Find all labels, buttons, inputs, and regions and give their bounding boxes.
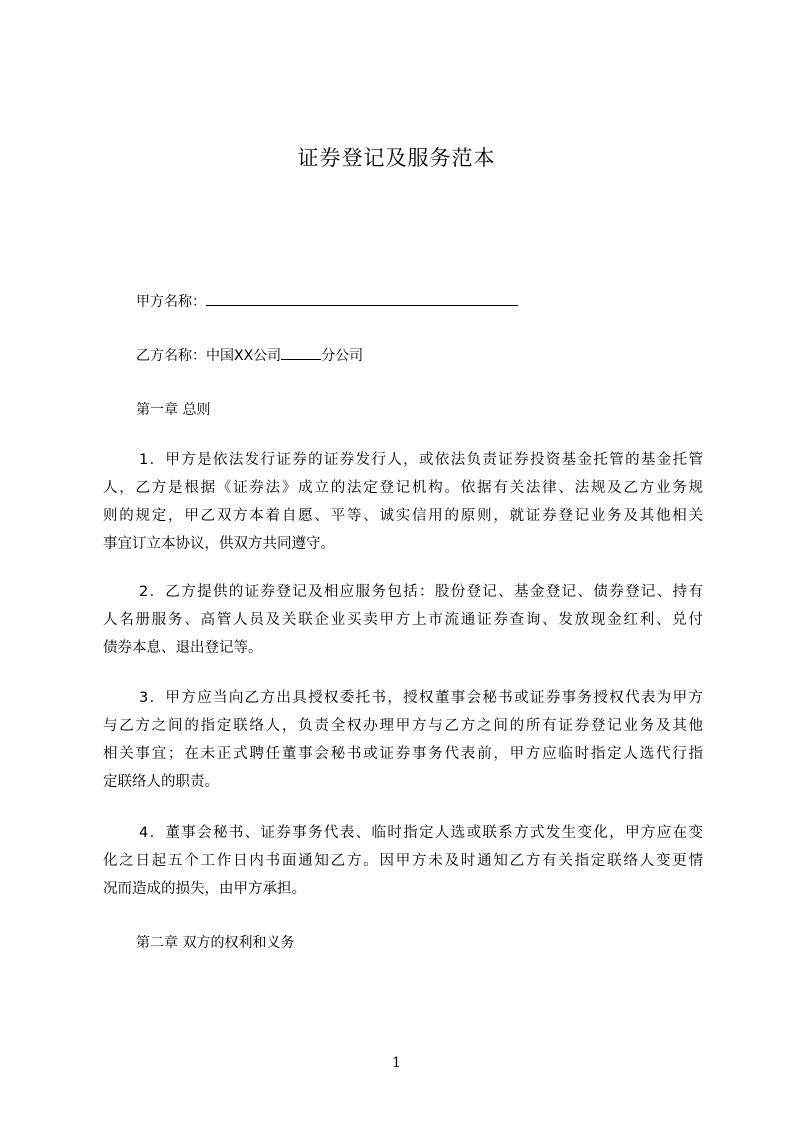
party-b-suffix: 分公司 (321, 348, 364, 364)
paragraph-3-line-1: 3．甲方应当向乙方出具授权委托书，授权董事会秘书或证券事务授权代表为甲方 (139, 690, 703, 706)
paragraph-4-line-2: 化之日起五个工作日内书面通知乙方。因甲方未及时通知乙方有关指定联络人变更情 (103, 853, 703, 869)
party-b-prefix: 中国XX公司 (206, 348, 282, 364)
paragraph-4-line-1: 4．董事会秘书、证券事务代表、临时指定人选或联系方式发生变化，甲方应在变 (139, 825, 703, 841)
paragraph-2-line-1: 2．乙方提供的证券登记及相应服务包括：股份登记、基金登记、债券登记、持有 (139, 584, 703, 600)
party-a-line (136, 291, 518, 311)
paragraph-3 (103, 684, 703, 796)
paragraph-2 (103, 578, 703, 662)
chapter-1-heading: 第一章 总则 (136, 402, 211, 418)
party-b-line (136, 345, 363, 365)
paragraph-3-line-2: 与乙方之间的指定联络人，负责全权办理甲方与乙方之间的所有证券登记业务及其他 (103, 718, 703, 734)
paragraph-3-line-3: 相关事宜；在未正式聘任董事会秘书或证券事务代表前，甲方应临时指定人选代行指 (103, 746, 703, 762)
paragraph-2-line-2: 人名册服务、高管人员及关联企业买卖甲方上市流通证券查询、发放现金红利、兑付 (103, 612, 703, 628)
document-title: 证券登记及服务范本 (297, 146, 496, 170)
paragraph-2-line-3: 债券本息、退出登记等。 (103, 640, 263, 656)
party-b-label: 乙方名称： (136, 348, 206, 364)
paragraph-4 (103, 819, 703, 903)
paragraph-4-line-3: 况而造成的损失，由甲方承担。 (103, 881, 306, 897)
paragraph-1-line-3: 则的规定，甲乙双方本着自愿、平等、诚实信用的原则，就证券登记业务及其他相关 (103, 508, 703, 524)
chapter-2-heading: 第二章 双方的权利和义务 (136, 935, 295, 951)
paragraph-1-line-1: 1．甲方是依法发行证券的证券发行人，或依法负责证券投资基金托管的基金托管 (139, 452, 703, 468)
paragraph-1-line-4: 事宜订立本协议，供双方共同遵守。 (103, 536, 335, 552)
party-a-blank (206, 291, 518, 306)
party-a-label: 甲方名称： (136, 294, 206, 310)
party-b-blank (281, 347, 321, 360)
paragraph-1-line-2: 人，乙方是根据《证券法》成立的法定登记机构。依据有关法律、法规及乙方业务规 (103, 480, 703, 496)
paragraph-3-line-4: 定联络人的职责。 (103, 774, 219, 790)
page-number: 1 (392, 1055, 401, 1071)
paragraph-1 (103, 446, 703, 558)
